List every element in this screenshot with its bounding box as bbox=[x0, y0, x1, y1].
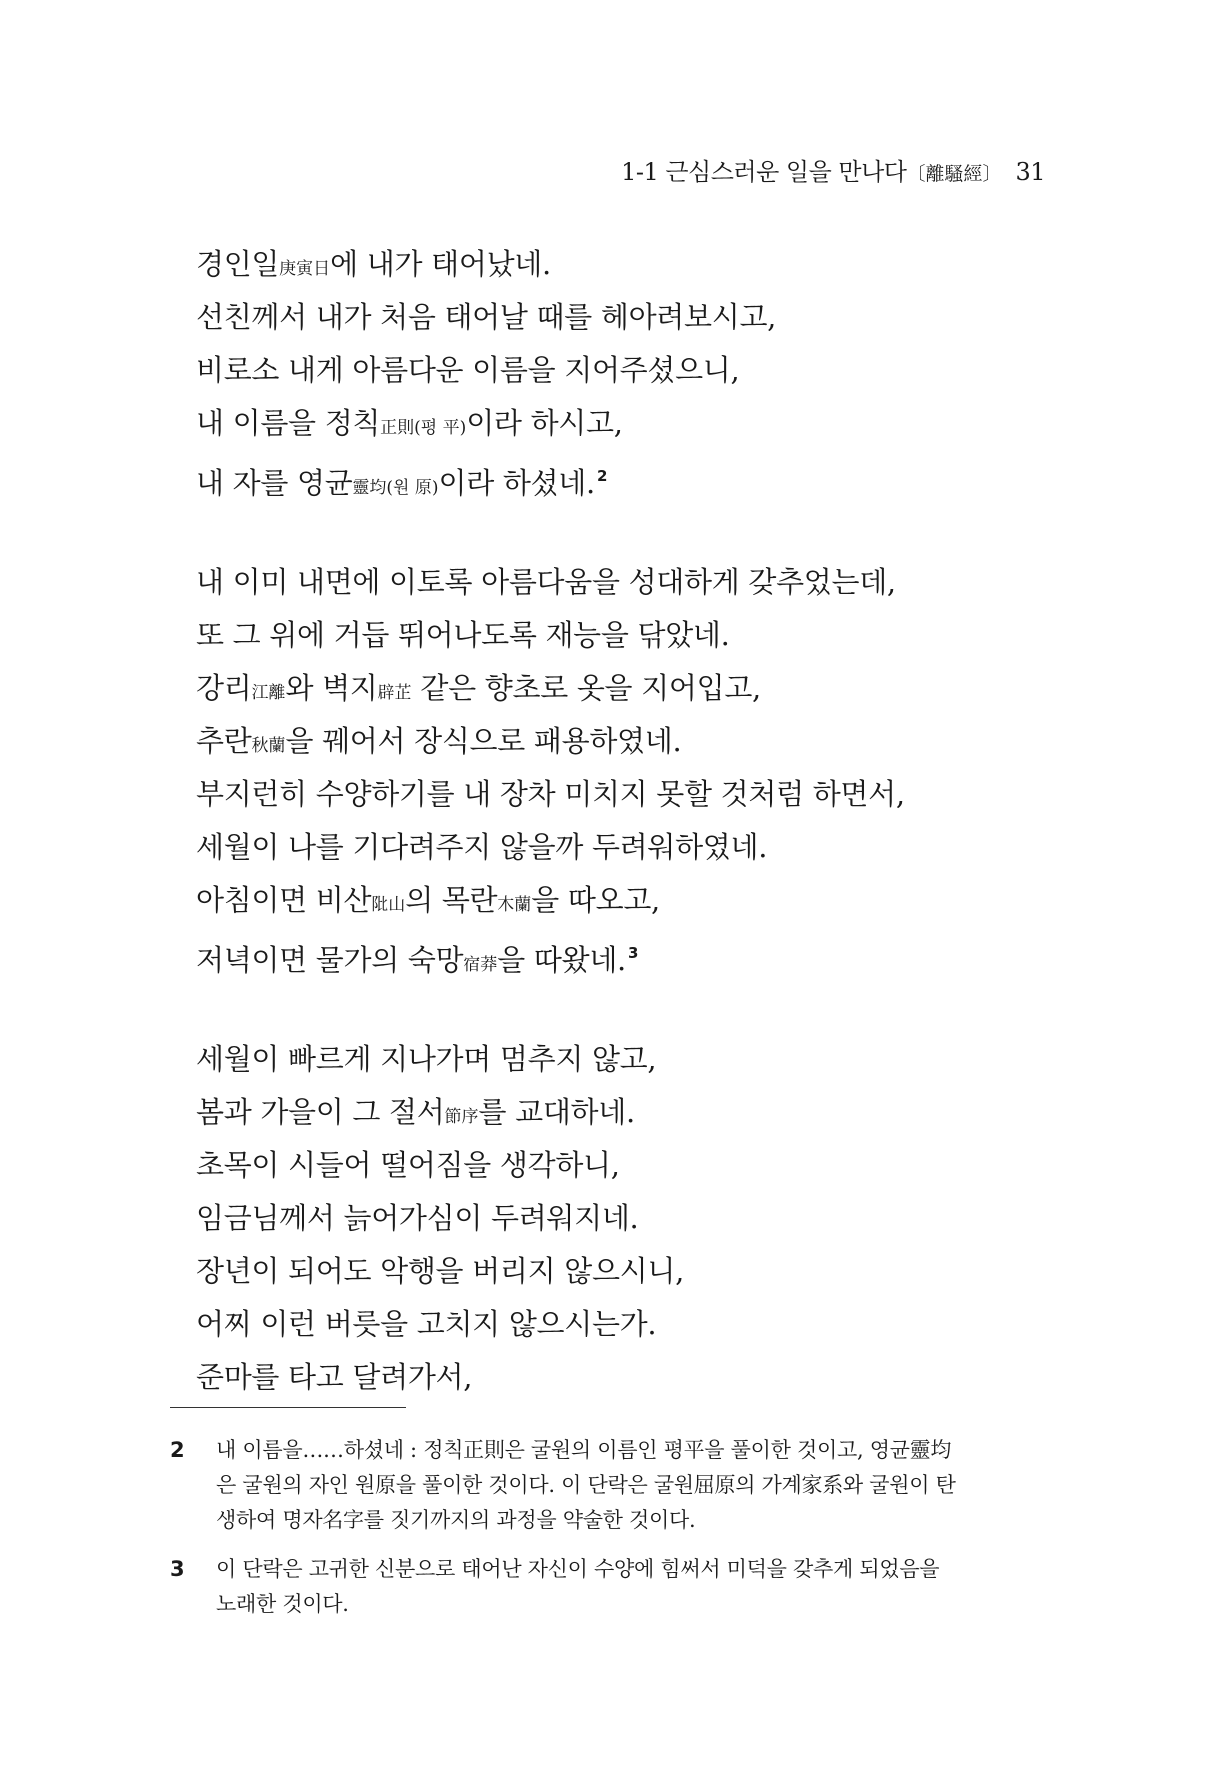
hanja-gloss: 正則(평 平) bbox=[380, 418, 467, 438]
poem-line bbox=[196, 927, 1056, 980]
poem-line bbox=[196, 1192, 1056, 1245]
hanja-gloss: 庚寅日 bbox=[279, 259, 331, 279]
line-text: 초목이 시들어 떨어짐을 생각하니, bbox=[196, 1148, 620, 1182]
poem-line bbox=[196, 291, 1056, 344]
line-text: 부지런히 수양하기를 내 장차 미치지 못할 것처럼 하면서, bbox=[196, 777, 905, 811]
line-text: 를 교대하네. bbox=[478, 1095, 635, 1129]
footnotes bbox=[170, 1433, 1050, 1636]
line-text: 비로소 내게 아름다운 이름을 지어주셨으니, bbox=[196, 353, 740, 387]
poem-line bbox=[196, 1298, 1056, 1351]
poem-line bbox=[196, 1086, 1056, 1139]
line-text: 준마를 타고 달려가서, bbox=[196, 1360, 473, 1394]
chapter-title: 1-1 근심스러운 일을 만나다 bbox=[621, 158, 907, 186]
footnote bbox=[170, 1552, 1050, 1622]
line-text: 어찌 이런 버릇을 고치지 않으시는가. bbox=[196, 1307, 657, 1341]
poem-body bbox=[196, 238, 1056, 1457]
hanja-gloss: 阰山 bbox=[371, 895, 406, 915]
line-text: 경인일 bbox=[196, 247, 280, 281]
poem-line bbox=[196, 450, 1056, 503]
line-text: 이라 하시고, bbox=[466, 406, 623, 440]
line-text: 내 이미 내면에 이토록 아름다움을 성대하게 갖추었는데, bbox=[196, 565, 896, 599]
poem-line bbox=[196, 238, 1056, 291]
footnote-text: 이 단락은 고귀한 신분으로 태어난 자신이 수양에 힘써서 미덕을 갖추게 되었음을 노래한 것이다. bbox=[216, 1557, 940, 1616]
poem-line bbox=[196, 715, 1056, 768]
poem-line bbox=[196, 1245, 1056, 1298]
line-text: 같은 향초로 옷을 지어입고, bbox=[411, 671, 761, 705]
line-text: 와 벽지 bbox=[285, 671, 378, 705]
line-text: 또 그 위에 거듭 뛰어나도록 재능을 닦았네. bbox=[196, 618, 730, 652]
poem-line bbox=[196, 662, 1056, 715]
poem-line bbox=[196, 344, 1056, 397]
stanza bbox=[196, 1033, 1056, 1404]
hanja-gloss: 木蘭 bbox=[497, 895, 532, 915]
line-text: 을 꿰어서 장식으로 패용하였네. bbox=[285, 724, 682, 758]
poem-line bbox=[196, 1351, 1056, 1404]
line-text: 을 따왔네. bbox=[497, 943, 626, 977]
hanja-gloss: 靈均(원 原) bbox=[352, 478, 439, 498]
footnote bbox=[170, 1433, 1050, 1538]
line-text: 내 자를 영균 bbox=[196, 466, 353, 500]
footnote-ref: 2 bbox=[596, 467, 608, 485]
stanza bbox=[196, 556, 1056, 980]
hanja-gloss: 辟芷 bbox=[377, 683, 412, 703]
hanja-gloss: 宿莽 bbox=[463, 955, 498, 975]
page-number: 31 bbox=[1015, 158, 1045, 186]
line-text: 장년이 되어도 악행을 버리지 않으시니, bbox=[196, 1254, 685, 1288]
hanja-gloss: 江離 bbox=[251, 683, 286, 703]
line-text: 선친께서 내가 처음 태어날 때를 헤아려보시고, bbox=[196, 300, 777, 334]
footnote-number: 3 bbox=[170, 1557, 185, 1581]
poem-line bbox=[196, 874, 1056, 927]
line-text: 세월이 빠르게 지나가며 멈추지 않고, bbox=[196, 1042, 657, 1076]
footnote-divider bbox=[170, 1407, 406, 1408]
footnote-ref: 3 bbox=[627, 944, 639, 962]
footnote-text: 내 이름을……하셨네 : 정칙正則은 굴원의 이름인 평平을 풀이한 것이고, 영균靈均 은 굴원의 자인 원原을 풀이한 것이다. 이 단락은 굴원屈原의 가계家系와 굴원이 탄 생하여 명자名字를 짓기까지의 과정을 약술한 것이다. bbox=[216, 1438, 956, 1532]
line-text: 에 내가 태어났네. bbox=[330, 247, 551, 281]
line-text: 아침이면 비산 bbox=[196, 883, 372, 917]
poem-line bbox=[196, 1139, 1056, 1192]
hanja-gloss: 秋蘭 bbox=[251, 736, 286, 756]
poem-line bbox=[196, 1033, 1056, 1086]
stanza bbox=[196, 238, 1056, 503]
line-text: 강리 bbox=[196, 671, 252, 705]
line-text: 추란 bbox=[196, 724, 252, 758]
line-text: 세월이 나를 기다려주지 않을까 두려워하였네. bbox=[196, 830, 768, 864]
hanja-gloss: 節序 bbox=[444, 1107, 479, 1127]
line-text: 봄과 가을이 그 절서 bbox=[196, 1095, 445, 1129]
poem-line bbox=[196, 397, 1056, 450]
running-head bbox=[621, 152, 1045, 187]
line-text: 의 목란 bbox=[405, 883, 498, 917]
line-text: 내 이름을 정칙 bbox=[196, 406, 381, 440]
poem-line bbox=[196, 768, 1056, 821]
poem-line bbox=[196, 556, 1056, 609]
line-text: 이라 하셨네. bbox=[438, 466, 595, 500]
line-text: 임금님께서 늙어가심이 두려워지네. bbox=[196, 1201, 639, 1235]
footnote-number: 2 bbox=[170, 1438, 185, 1462]
book-title-hanja: 〔離騷經〕 bbox=[906, 163, 1002, 185]
line-text: 을 따오고, bbox=[531, 883, 660, 917]
poem-line bbox=[196, 821, 1056, 874]
poem-line bbox=[196, 609, 1056, 662]
line-text: 저녁이면 물가의 숙망 bbox=[196, 943, 464, 977]
